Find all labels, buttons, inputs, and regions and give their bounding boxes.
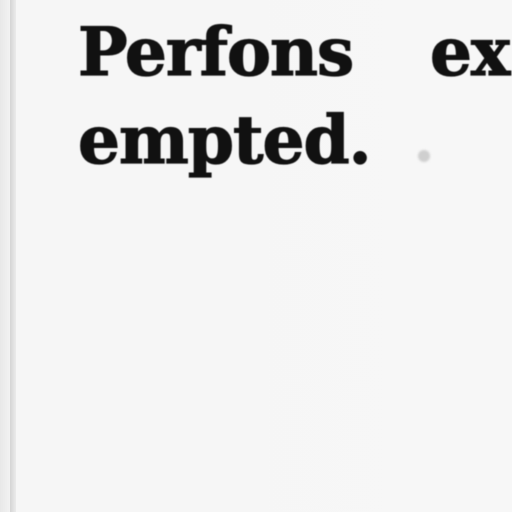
page-gutter-line <box>10 0 16 512</box>
word-empted: empted. <box>78 101 371 179</box>
scanned-text-block <box>78 8 512 188</box>
text-line-2 <box>78 96 512 184</box>
text-line-1 <box>78 8 512 96</box>
paper-speck <box>418 150 430 162</box>
word-ex: ex <box>430 13 510 91</box>
word-perfons: Perfons <box>78 13 354 91</box>
